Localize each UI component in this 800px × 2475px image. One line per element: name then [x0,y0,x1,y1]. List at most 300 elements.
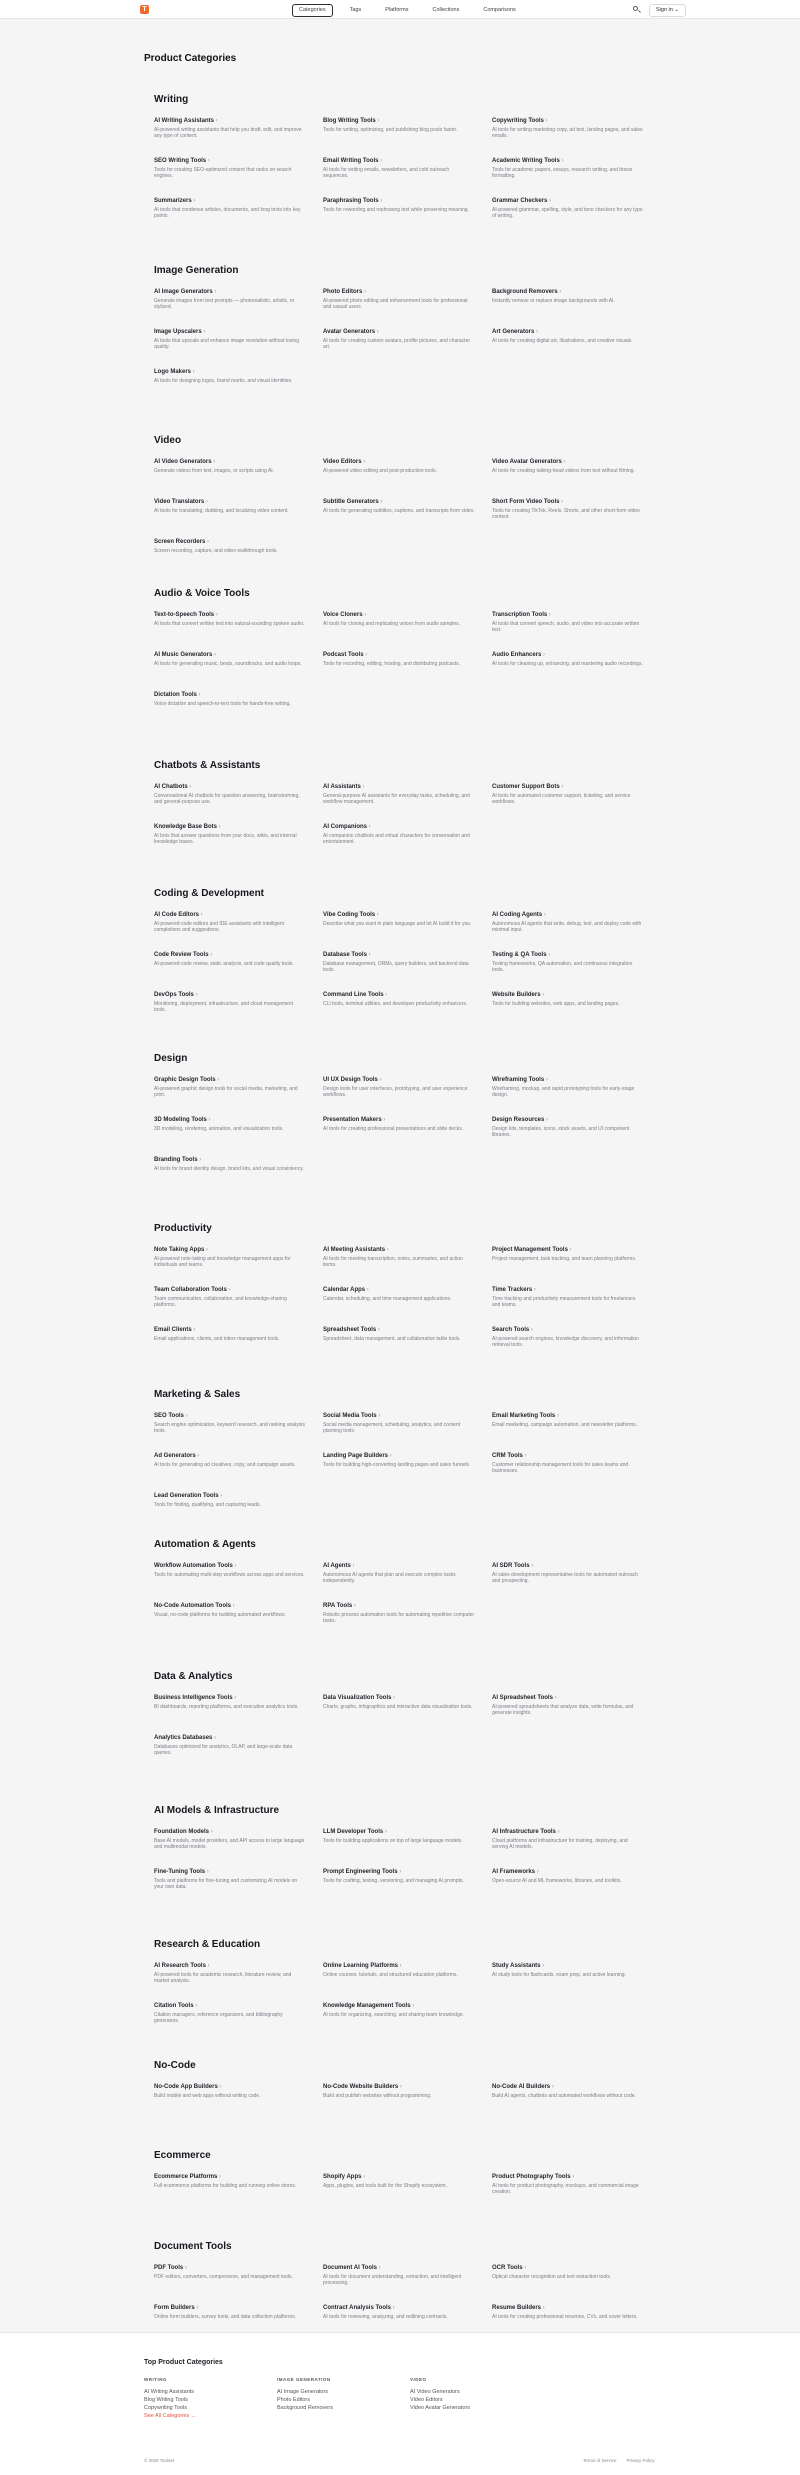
category-card[interactable] [154,823,306,846]
footer-link[interactable]: Video Avatar Generators [410,2405,471,2411]
category-description: AI tools for cloning and replicating voices from audio samples. [323,621,461,627]
category-name-link[interactable]: Search Tools › [492,1326,644,1334]
category-name-link[interactable]: AI Coding Agents › [492,911,644,919]
category-card[interactable] [492,117,644,140]
category-name-link[interactable]: AI Image Generators › [154,288,306,296]
category-name-link[interactable]: No-Code App Builders › [154,2083,306,2091]
category-name-link[interactable]: Ad Generators › [154,1452,306,1460]
category-description: AI tools for generating music, beats, soundtracks, and audio loops. [154,661,302,667]
category-card[interactable] [154,1492,306,1508]
category-name-link[interactable]: Time Trackers › [492,1286,644,1294]
category-card[interactable] [154,197,306,220]
category-card[interactable] [154,2173,306,2189]
category-name-link[interactable]: SEO Tools › [154,1412,306,1420]
category-name-link[interactable]: AI Chatbots › [154,783,306,791]
category-card[interactable] [154,1452,306,1468]
category-card[interactable] [492,328,644,344]
category-description: AI tools for translating, dubbing, and localizing video content. [154,508,289,514]
category-card[interactable] [323,2304,475,2320]
category-name-link[interactable]: LLM Developer Tools › [323,1828,475,1836]
category-name-link[interactable]: Copywriting Tools › [492,117,644,125]
category-name-link[interactable]: Knowledge Base Bots › [154,823,306,831]
category-description: AI companion chatbots and virtual characters for conversation and entertainment. [323,833,470,846]
category-description: General-purpose AI assistants for everyday tasks, scheduling, and workflow management. [323,793,470,806]
category-card[interactable] [492,197,644,220]
category-card[interactable] [492,2173,644,2196]
category-card[interactable] [323,328,475,351]
category-card[interactable] [323,1602,475,1625]
category-description: Generate images from text prompts — photorealistic, artistic, or stylized. [154,298,295,311]
category-description: Tools and platforms for fine-tuning and customizing AI models on your own data. [154,1878,298,1891]
category-description: BI dashboards, reporting platforms, and executive analytics tools. [154,1704,299,1710]
category-description: 3D modeling, rendering, animation, and visualization tools. [154,1126,284,1132]
category-card[interactable] [492,2304,644,2320]
category-name-link[interactable]: Testing & QA Tools › [492,951,644,959]
category-name-link[interactable]: Vibe Coding Tools › [323,911,475,919]
category-card[interactable] [323,1562,475,1585]
footer-column-heading: IMAGE GENERATION [277,2377,331,2382]
category-card[interactable] [323,197,475,213]
category-description: AI-powered grammar, spelling, style, and tone checkers for any type of writing. [492,207,643,220]
category-description: AI tools for writing emails, newsletters, and cold outreach sequences. [323,167,450,180]
category-card[interactable] [492,783,644,806]
category-name-link[interactable]: Text-to-Speech Tools › [154,611,306,619]
category-name-link[interactable]: Screen Recorders › [154,538,306,546]
copyright: © 2026 Toolset [144,2458,175,2463]
footer-link[interactable]: AI Video Generators [410,2389,460,2395]
category-name-link[interactable]: Dictation Tools › [154,691,306,699]
category-name-link[interactable]: Video Editors › [323,458,475,466]
category-name-link[interactable]: Website Builders › [492,991,644,999]
category-name-link[interactable]: AI SDR Tools › [492,1562,644,1570]
category-card[interactable] [154,911,306,934]
category-card[interactable] [492,458,644,474]
category-card[interactable] [492,1452,644,1475]
category-card[interactable] [154,1246,306,1269]
category-description: Project management, task tracking, and team planning platforms. [492,1256,637,1262]
section-title: Video [154,435,182,446]
category-card[interactable] [323,1412,475,1435]
category-description: Calendar, scheduling, and time management applications. [323,1296,452,1302]
category-name-link[interactable]: No-Code Automation Tools › [154,1602,306,1610]
category-description: Citation managers, reference organizers, and bibliography generators. [154,2012,283,2025]
category-description: AI-powered graphic design tools for social media, marketing, and print. [154,1086,298,1099]
category-name-link[interactable]: Art Generators › [492,328,644,336]
category-card[interactable] [154,2304,306,2320]
footer-link[interactable]: Photo Editors [277,2397,311,2403]
category-description: Search engine optimization, keyword research, and ranking analysis tools. [154,1422,305,1435]
category-name-link[interactable]: Grammar Checkers › [492,197,644,205]
legal-link[interactable]: Terms of Service [583,2458,617,2463]
category-card[interactable] [154,1962,306,1985]
category-card[interactable] [154,1694,306,1710]
search-icon[interactable] [632,5,641,14]
category-name-link[interactable]: Form Builders › [154,2304,306,2312]
category-card[interactable] [492,1694,644,1717]
category-description: AI tools for generating subtitles, captions, and transcripts from video. [323,508,475,514]
category-card[interactable] [154,1326,306,1342]
category-card[interactable] [154,1412,306,1435]
category-card[interactable] [154,1602,306,1618]
category-card[interactable] [492,991,644,1007]
category-name-link[interactable]: Product Photography Tools › [492,2173,644,2181]
category-name-link[interactable]: Landing Page Builders › [323,1452,475,1460]
section-title: Productivity [154,1223,212,1234]
category-name-link[interactable]: Citation Tools › [154,2002,306,2010]
category-name-link[interactable]: Workflow Automation Tools › [154,1562,306,1570]
category-card[interactable] [323,823,475,846]
category-card[interactable] [323,1116,475,1132]
category-name-link[interactable]: Background Removers › [492,288,644,296]
category-card[interactable] [154,288,306,311]
category-name-link[interactable]: Subtitle Generators › [323,498,475,506]
category-card[interactable] [154,1076,306,1099]
category-description: Describe what you want in plain language and let AI build it for you. [323,921,472,927]
category-card[interactable] [492,1286,644,1309]
category-card[interactable] [154,783,306,806]
category-description: AI tools for cleaning up, enhancing, and mastering audio recordings. [492,661,643,667]
category-card[interactable] [323,1828,475,1844]
category-name-link[interactable]: Analytics Databases › [154,1734,306,1742]
category-card[interactable] [492,911,644,934]
category-name-link[interactable]: Graphic Design Tools › [154,1076,306,1084]
see-all-categories-link[interactable]: See All Categories → [144,2413,197,2419]
category-name-link[interactable]: Branding Tools › [154,1156,306,1164]
category-card[interactable] [154,458,306,474]
category-name-link[interactable]: Online Learning Platforms › [323,1962,475,1970]
category-card[interactable] [154,498,306,514]
category-card[interactable] [323,2083,475,2099]
category-description: Tools for crafting, testing, versioning, and managing AI prompts. [323,1878,464,1884]
category-name-link[interactable]: Data Visualization Tools › [323,1694,475,1702]
category-name-link[interactable]: UI UX Design Tools › [323,1076,475,1084]
category-description: Tools for writing, optimizing, and publishing blog posts faster. [323,127,458,133]
category-name-link[interactable]: Presentation Makers › [323,1116,475,1124]
category-card[interactable] [154,157,306,180]
category-card[interactable] [154,2083,306,2099]
category-description: AI-powered code review, static analysis, and code quality tools. [154,961,294,967]
category-description: AI tools for creating digital art, illustrations, and creative visuals. [492,338,633,344]
footer-link[interactable]: Video Editors [410,2397,443,2403]
nav-link-platforms[interactable]: Platforms [385,7,409,13]
category-card[interactable] [492,288,644,304]
category-card[interactable] [492,611,644,634]
category-card[interactable] [154,2264,306,2280]
category-description: Charts, graphs, infographics and interactive data visualization tools. [323,1704,473,1710]
category-card[interactable] [154,1734,306,1757]
category-card[interactable] [492,1828,644,1851]
category-description: AI tools for reviewing, analyzing, and redlining contracts. [323,2314,448,2320]
category-name-link[interactable]: AI Assistants › [323,783,475,791]
category-card[interactable] [323,611,475,627]
category-card[interactable] [492,1868,644,1884]
footer-link[interactable]: Copywriting Tools [144,2405,188,2411]
category-description: AI tools that condense articles, documents, and long texts into key points. [154,207,301,220]
category-name-link[interactable]: No-Code AI Builders › [492,2083,644,2091]
category-name-link[interactable]: Database Tools › [323,951,475,959]
nav-link-collections[interactable]: Collections [432,7,460,13]
category-name-link[interactable]: Podcast Tools › [323,651,475,659]
category-description: Spreadsheet, data management, and collaborative table tools. [323,1336,461,1342]
category-name-link[interactable]: AI Music Generators › [154,651,306,659]
category-name-link[interactable]: Image Upscalers › [154,328,306,336]
category-description: Voice dictation and speech-to-text tools for hands-free writing. [154,701,291,707]
legal-link[interactable]: Privacy Policy [626,2458,655,2463]
category-name-link[interactable]: RPA Tools › [323,1602,475,1610]
category-name-link[interactable]: Short Form Video Tools › [492,498,644,506]
category-card[interactable] [154,651,306,667]
category-card[interactable] [323,288,475,311]
category-description: AI tools for writing marketing copy, ad text, landing pages, and sales emails. [492,127,643,140]
category-description: Open-source AI and ML frameworks, libraries, and toolkits. [492,1878,622,1884]
nav-link-comparisons[interactable]: Comparisons [483,7,516,13]
category-name-link[interactable]: CRM Tools › [492,1452,644,1460]
category-name-link[interactable]: Email Marketing Tools › [492,1412,644,1420]
category-card[interactable] [323,117,475,133]
category-card[interactable] [492,1116,644,1139]
category-description: AI tools for creating professional resumes, CVs, and cover letters. [492,2314,638,2320]
category-name-link[interactable]: Summarizers › [154,197,306,205]
category-description: AI tools for creating professional presentations and slide decks. [323,1126,464,1132]
category-name-link[interactable]: Academic Writing Tools › [492,157,644,165]
chevron-down-icon: ⌄ [674,7,679,13]
legal-links [583,2458,655,2463]
category-name-link[interactable]: DevOps Tools › [154,991,306,999]
category-card[interactable] [492,651,644,667]
category-description: AI study tools for flashcards, exam prep, and active learning. [492,1972,626,1978]
category-description: Online form builders, survey tools, and data collection platforms. [154,2314,297,2320]
nav-link-categories[interactable]: Categories [292,4,333,17]
footer-column [410,2377,530,2412]
category-description: Customer relationship management tools for sales teams and businesses. [492,1462,629,1475]
category-name-link[interactable]: No-Code Website Builders › [323,2083,475,2091]
category-card[interactable] [154,1116,306,1132]
section-title: Ecommerce [154,2150,211,2161]
category-card[interactable] [154,328,306,351]
footer-column [277,2377,397,2412]
category-name-link[interactable]: Avatar Generators › [323,328,475,336]
category-name-link[interactable]: AI Research Tools › [154,1962,306,1970]
category-name-link[interactable]: AI Code Editors › [154,911,306,919]
category-description: AI-powered spreadsheets that analyze data, write formulas, and generate insights. [492,1704,634,1717]
category-description: AI-powered photo editing and enhancement tools for professional and casual users. [323,298,468,311]
category-name-link[interactable]: AI Spreadsheet Tools › [492,1694,644,1702]
category-card[interactable] [154,1286,306,1309]
category-name-link[interactable]: Project Management Tools › [492,1246,644,1254]
category-name-link[interactable]: Study Assistants › [492,1962,644,1970]
category-card[interactable] [323,1326,475,1342]
section-title: Research & Education [154,1939,261,1950]
category-name-link[interactable]: AI Writing Assistants › [154,117,306,125]
category-name-link[interactable]: AI Video Generators › [154,458,306,466]
category-name-link[interactable]: Social Media Tools › [323,1412,475,1420]
category-card[interactable] [492,1246,644,1262]
footer-link[interactable]: Background Removers [277,2405,333,2411]
category-description: Generate videos from text, images, or scripts using AI. [154,468,275,474]
footer-column-heading: VIDEO [410,2377,427,2382]
category-card[interactable] [323,1694,475,1710]
category-description: AI tools that convert speech, audio, and video into accurate written text. [492,621,640,634]
category-card[interactable] [154,691,306,707]
category-card[interactable] [154,2002,306,2025]
category-card[interactable] [492,157,644,180]
category-name-link[interactable]: Email Writing Tools › [323,157,475,165]
sign-in-button[interactable] [649,4,686,17]
category-description: AI sales development representative tools for automated outreach and prospecting. [492,1572,638,1585]
section-title: Data & Analytics [154,1671,233,1682]
category-card[interactable] [492,951,644,974]
category-name-link[interactable]: Ecommerce Platforms › [154,2173,306,2181]
category-description: Design tools for user interfaces, prototyping, and user experience workflows. [323,1086,468,1099]
category-name-link[interactable]: Wireframing Tools › [492,1076,644,1084]
section-title: No-Code [154,2060,196,2071]
category-description: AI-powered search engines, knowledge discovery, and information retrieval tools. [492,1336,639,1349]
category-description: Full ecommerce platforms for building and running online stores. [154,2183,297,2189]
category-description: Wireframing, mockup, and rapid prototyping tools for early-stage design. [492,1086,635,1099]
category-card[interactable] [323,951,475,974]
category-card[interactable] [323,498,475,514]
category-name-link[interactable]: Photo Editors › [323,288,475,296]
category-card[interactable] [323,2264,475,2287]
category-description: Social media management, scheduling, analytics, and content planning tools. [323,1422,461,1435]
category-card[interactable] [492,1076,644,1099]
category-card[interactable] [492,1412,644,1428]
category-name-link[interactable]: AI Companions › [323,823,475,831]
footer-link[interactable]: AI Writing Assistants [144,2389,195,2395]
category-name-link[interactable]: Calendar Apps › [323,1286,475,1294]
category-description: AI tools for product photography, mockups, and commercial image creation. [492,2183,639,2196]
category-description: Conversational AI chatbots for question answering, brainstorming, and general-purpose use. [154,793,300,806]
category-description: Optical character recognition and text extraction tools. [492,2274,612,2280]
category-description: AI-powered writing assistants that help you draft, edit, and improve any type of content. [154,127,302,140]
category-card[interactable] [154,1562,306,1578]
category-name-link[interactable]: 3D Modeling Tools › [154,1116,306,1124]
category-name-link[interactable]: Knowledge Management Tools › [323,2002,475,2010]
category-card[interactable] [154,117,306,140]
category-card[interactable] [323,458,475,474]
category-name-link[interactable]: Video Avatar Generators › [492,458,644,466]
category-name-link[interactable]: Shopify Apps › [323,2173,475,2181]
category-card[interactable] [492,1562,644,1585]
category-description: Tools for creating TikTok, Reels, Shorts, and other short-form video content. [492,508,640,521]
category-card[interactable] [323,2002,475,2018]
category-name-link[interactable]: Business Intelligence Tools › [154,1694,306,1702]
category-card[interactable] [323,1452,475,1468]
category-description: Tools for creating SEO-optimized content that ranks on search engines. [154,167,292,180]
category-name-link[interactable]: AI Frameworks › [492,1868,644,1876]
category-card[interactable] [492,1962,644,1978]
category-description: AI tools for creating talking-head videos from text without filming. [492,468,635,474]
category-name-link[interactable]: OCR Tools › [492,2264,644,2272]
category-card[interactable] [323,1868,475,1884]
category-card[interactable] [323,911,475,927]
category-name-link[interactable]: AI Agents › [323,1562,475,1570]
category-name-link[interactable]: Command Line Tools › [323,991,475,999]
footer-link[interactable]: Blog Writing Tools [144,2397,188,2403]
category-name-link[interactable]: Foundation Models › [154,1828,306,1836]
category-card[interactable] [154,538,306,554]
category-name-link[interactable]: Document AI Tools › [323,2264,475,2272]
category-name-link[interactable]: Team Collaboration Tools › [154,1286,306,1294]
category-description: Tools for automating multi-step workflows across apps and services. [154,1572,305,1578]
category-card[interactable] [323,1246,475,1269]
category-name-link[interactable]: Video Translators › [154,498,306,506]
category-name-link[interactable]: Design Resources › [492,1116,644,1124]
category-card[interactable] [154,611,306,627]
category-description: AI-powered video editing and post-production tools. [323,468,437,474]
category-card[interactable] [154,951,306,967]
category-card[interactable] [323,1076,475,1099]
category-name-link[interactable]: Transcription Tools › [492,611,644,619]
sign-in-label: Sign in [656,7,673,13]
category-card[interactable] [492,498,644,521]
category-name-link[interactable]: Fine-Tuning Tools › [154,1868,306,1876]
category-description: AI tools for meeting transcription, notes, summaries, and action items. [323,1256,463,1269]
category-description: Email applications, clients, and inbox management tools. [154,1336,280,1342]
section-title: Document Tools [154,2241,232,2252]
category-card[interactable] [154,368,306,384]
category-name-link[interactable]: AI Infrastructure Tools › [492,1828,644,1836]
category-description: Tools for building applications on top of large language models. [323,1838,463,1844]
category-name-link[interactable]: Lead Generation Tools › [154,1492,306,1500]
section-title: Automation & Agents [154,1539,256,1550]
category-name-link[interactable]: Customer Support Bots › [492,783,644,791]
category-card[interactable] [323,651,475,667]
category-name-link[interactable]: Logo Makers › [154,368,306,376]
category-name-link[interactable]: Code Review Tools › [154,951,306,959]
category-description: Autonomous AI agents that plan and execute complex tasks independently. [323,1572,456,1585]
category-card[interactable] [154,1868,306,1891]
category-card[interactable] [492,2083,644,2099]
category-name-link[interactable]: Blog Writing Tools › [323,117,475,125]
category-name-link[interactable]: Paraphrasing Tools › [323,197,475,205]
footer-link[interactable]: AI Image Generators [277,2389,329,2395]
category-description: AI-powered tools for academic research, literature review, and market analysis. [154,1972,292,1985]
category-name-link[interactable]: Spreadsheet Tools › [323,1326,475,1334]
section-title: Image Generation [154,265,239,276]
category-card[interactable] [323,1962,475,1978]
category-name-link[interactable]: Voice Cloners › [323,611,475,619]
footer [0,2332,800,2475]
category-card[interactable] [323,783,475,806]
category-description: AI tools for generating ad creatives, copy, and campaign assets. [154,1462,296,1468]
section-title: Writing [154,94,189,105]
category-card[interactable] [154,991,306,1014]
category-card[interactable] [323,2173,475,2189]
category-name-link[interactable]: Contract Analysis Tools › [323,2304,475,2312]
category-description: Time tracking and productivity measurement tools for freelancers and teams. [492,1296,636,1309]
category-description: Monitoring, deployment, infrastructure, and cloud management tools. [154,1001,293,1014]
category-card[interactable] [492,1326,644,1349]
category-name-link[interactable]: Audio Enhancers › [492,651,644,659]
category-name-link[interactable]: Email Clients › [154,1326,306,1334]
category-name-link[interactable]: Note Taking Apps › [154,1246,306,1254]
category-name-link[interactable]: SEO Writing Tools › [154,157,306,165]
category-name-link[interactable]: Resume Builders › [492,2304,644,2312]
category-name-link[interactable]: PDF Tools › [154,2264,306,2272]
category-description: Team communication, collaboration, and knowledge-sharing platforms. [154,1296,287,1309]
category-card[interactable] [323,157,475,180]
category-card[interactable] [154,1156,306,1172]
category-card[interactable] [492,2264,644,2280]
category-card[interactable] [323,991,475,1007]
category-name-link[interactable]: AI Meeting Assistants › [323,1246,475,1254]
category-card[interactable] [154,1828,306,1851]
category-name-link[interactable]: Prompt Engineering Tools › [323,1868,475,1876]
category-card[interactable] [323,1286,475,1302]
site-logo[interactable]: T [140,5,149,14]
nav-link-tags[interactable]: Tags [349,7,362,13]
